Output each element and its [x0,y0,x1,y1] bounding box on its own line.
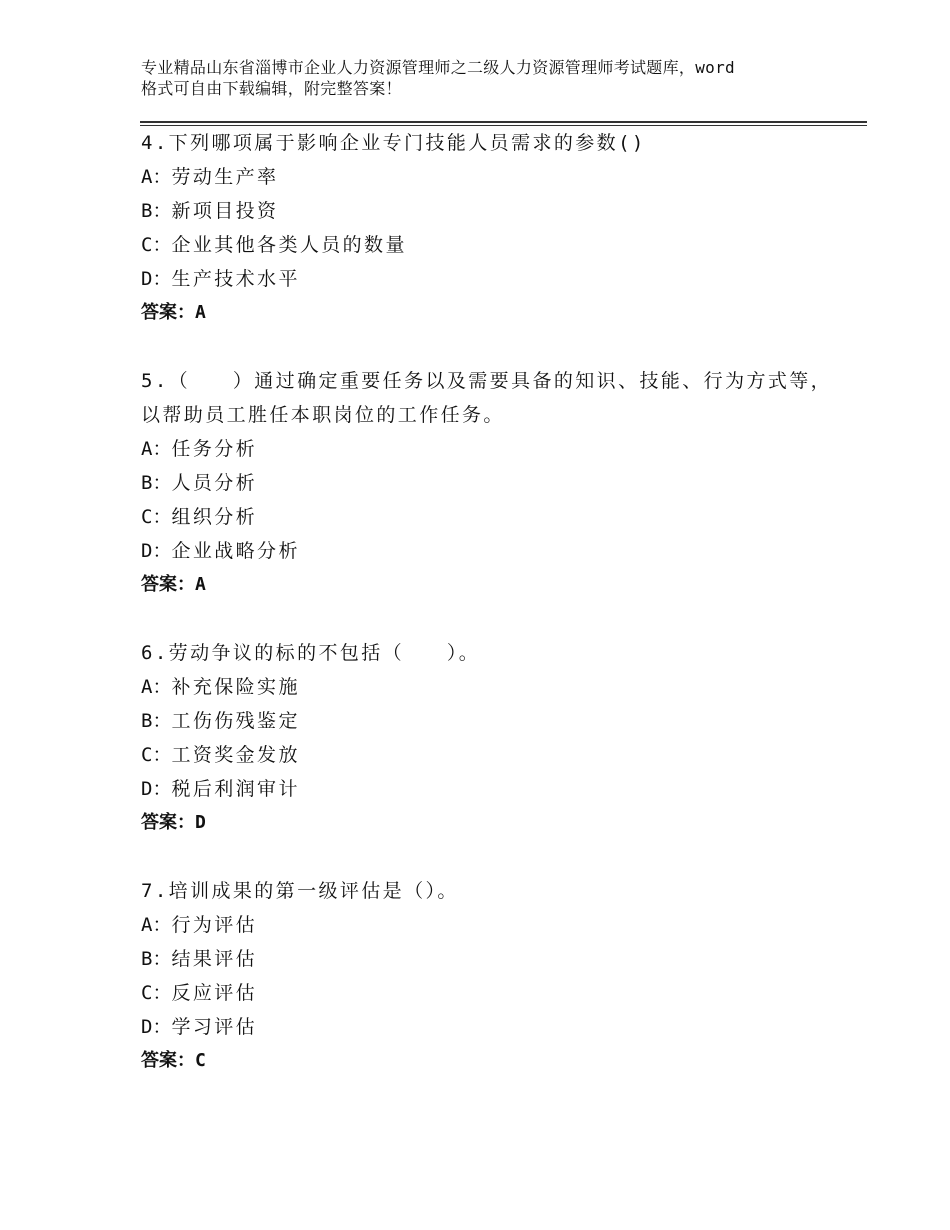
option-text: 劳动生产率 [171,166,279,188]
header-divider-thick [140,121,867,123]
option-key: D： [141,778,172,800]
option-text: 工资奖金发放 [171,744,300,766]
option-key: D： [141,1016,172,1038]
option-key: B： [141,472,172,494]
option-key: C： [141,506,172,528]
answer-value: A [195,302,206,323]
header-line-2: 格式可自由下载编辑，附完整答案！ [141,79,402,98]
option-d [141,1010,841,1044]
question-stem: 6.劳动争议的标的不包括（ ）。 [141,642,481,664]
option-text: 反应评估 [171,982,258,1004]
question-6 [141,636,841,840]
option-text: 新项目投资 [171,200,279,222]
option-c [141,738,841,772]
option-key: A： [141,914,172,936]
option-text: 工伤伤残鉴定 [171,710,300,732]
option-c [141,500,841,534]
option-text: 生产技术水平 [171,268,300,290]
document-header [141,57,841,99]
option-key: C： [141,744,172,766]
option-text: 结果评估 [171,948,258,970]
option-key: B： [141,710,172,732]
option-text: 行为评估 [171,914,258,936]
option-text: 人员分析 [171,472,258,494]
option-b [141,194,841,228]
option-text: 企业战略分析 [171,540,300,562]
option-key: B： [141,200,172,222]
option-key: B： [141,948,172,970]
option-d [141,772,841,806]
option-b [141,704,841,738]
question-7 [141,874,841,1078]
answer [141,806,841,840]
option-text: 任务分析 [171,438,258,460]
option-a [141,908,841,942]
option-text: 补充保险实施 [171,676,300,698]
question-stem: 4.下列哪项属于影响企业专门技能人员需求的参数() [141,132,646,154]
answer-label: 答案： [141,1050,195,1071]
question-4 [141,126,841,330]
header-line-1: 专业精品山东省淄博市企业人力资源管理师之二级人力资源管理师考试题库，word [141,58,735,77]
option-key: D： [141,540,172,562]
question-list [141,126,841,1112]
option-text: 学习评估 [171,1016,258,1038]
option-c [141,228,841,262]
option-key: C： [141,982,172,1004]
option-key: C： [141,234,172,256]
answer-label: 答案： [141,574,195,595]
option-text: 组织分析 [171,506,258,528]
question-stem: 7.培训成果的第一级评估是（）。 [141,880,459,902]
option-key: A： [141,438,172,460]
answer-value: D [195,812,206,833]
answer-value: C [195,1050,206,1071]
answer [141,1044,841,1078]
option-a [141,432,841,466]
answer [141,568,841,602]
option-a [141,670,841,704]
option-key: A： [141,166,172,188]
option-d [141,534,841,568]
option-text: 企业其他各类人员的数量 [171,234,407,256]
question-5 [141,364,841,602]
option-b [141,466,841,500]
answer-label: 答案： [141,812,195,833]
answer [141,296,841,330]
option-d [141,262,841,296]
question-stem: 5.（ ）通过确定重要任务以及需要具备的知识、技能、行为方式等，以帮助员工胜任本职岗位的工作任务。 [141,370,833,426]
option-text: 税后利润审计 [171,778,300,800]
option-a [141,160,841,194]
answer-value: A [195,574,206,595]
option-b [141,942,841,976]
answer-label: 答案： [141,302,195,323]
option-key: D： [141,268,172,290]
option-c [141,976,841,1010]
option-key: A： [141,676,172,698]
